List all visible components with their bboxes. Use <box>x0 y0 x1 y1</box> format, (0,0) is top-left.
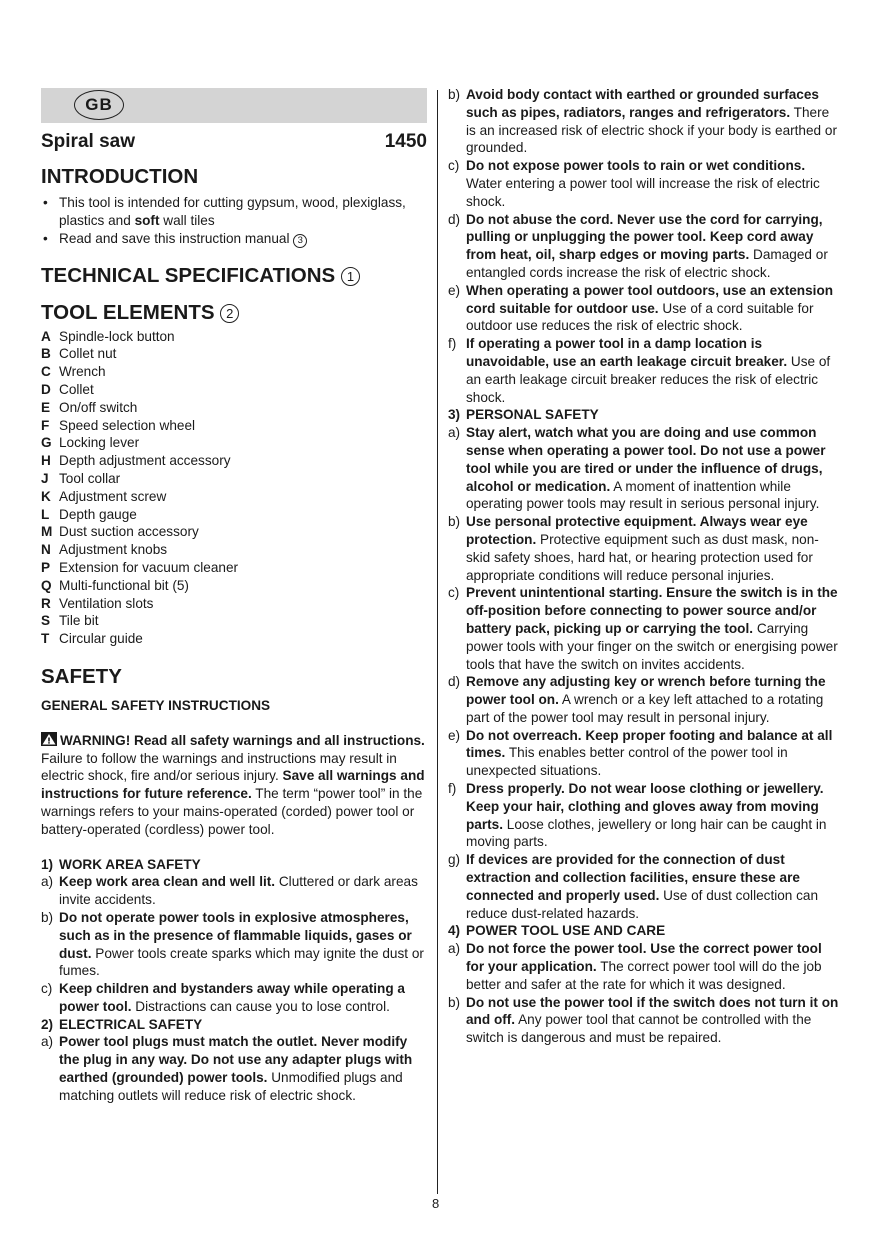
list-item <box>41 873 427 909</box>
list-item <box>41 417 427 435</box>
item-bold-text: Do not overreach. Keep proper footing and balance at all times. <box>466 727 833 761</box>
list-item <box>448 282 840 335</box>
list-item <box>448 940 840 993</box>
element-label: Tile bit <box>59 613 99 629</box>
item-body-text: Protective equipment such as dust mask, non-skid safety shoes, hard hat, or hearing protection used for appropriate conditions will reduce personal injuries. <box>466 531 819 583</box>
general-safety-subheading: GENERAL SAFETY INSTRUCTIONS <box>41 697 271 713</box>
item-bold-text: Remove any adjusting key or wrench before turning the power tool on. <box>466 674 826 708</box>
personal-safety-list <box>448 424 840 922</box>
electrical-list-continued <box>448 86 840 406</box>
item-label: c) <box>448 158 460 174</box>
list-item <box>41 559 427 577</box>
item-text <box>466 157 840 210</box>
item-text <box>59 1033 427 1104</box>
item-bold-text: Power tool plugs must match the outlet. Never modify the plug in any way. Do not use any adapter plugs with earthed (grounded) power tools. <box>59 1034 413 1086</box>
item-bold-text: Avoid body contact with earthed or grounded surfaces such as pipes, radiators, ranges and refrigerators. <box>466 87 819 120</box>
item-label: e) <box>448 282 461 298</box>
list-item <box>448 211 840 282</box>
item-body-text: Carrying power tools with your finger on the switch or energising power tools that have the switch on invites accidents. <box>466 620 838 672</box>
item-text <box>466 673 840 726</box>
work-area-list <box>41 873 427 1015</box>
item-text <box>466 86 840 157</box>
list-item <box>448 994 840 1047</box>
list-item <box>41 470 427 488</box>
list-item <box>41 980 427 1016</box>
element-letter: A <box>41 328 51 344</box>
item-label: f) <box>448 336 457 352</box>
item-bold-text: If devices are provided for the connection of dust extraction and collection facilities, ensure these are connected and properly used. <box>466 852 800 903</box>
item-body-text: Water entering a power tool will increase the risk of electric shock. <box>466 175 820 209</box>
list-item <box>448 424 840 513</box>
item-label: a) <box>41 874 54 890</box>
element-label: Depth gauge <box>59 506 137 522</box>
item-text <box>466 584 840 673</box>
list-item <box>448 851 840 922</box>
item-label: a) <box>448 941 461 957</box>
item-body-text: Distractions can cause you to lose control. <box>131 998 390 1014</box>
element-label: Collet <box>59 381 94 397</box>
safety-heading: SAFETY <box>41 664 122 688</box>
item-bold-text: Dress properly. Do not wear loose clothing or jewellery. Keep your hair, clothing and gloves away from moving parts. <box>466 781 824 832</box>
element-label: Tool collar <box>59 470 121 486</box>
figure-ref: 3 <box>293 234 307 248</box>
list-item <box>448 335 840 406</box>
list-item <box>41 612 427 630</box>
element-label: Multi-functional bit (5) <box>59 577 189 593</box>
item-label: g) <box>448 852 461 868</box>
item-label: d) <box>448 211 461 227</box>
list-item <box>41 630 427 648</box>
page-number: 8 <box>432 1196 440 1211</box>
item-bold-text: Do not operate power tools in explosive atmospheres, such as in the presence of flammable liquids, gases or dust. <box>59 909 412 961</box>
item-text <box>466 513 840 584</box>
column-divider <box>437 90 438 1194</box>
product-name: Spiral saw <box>41 131 135 152</box>
list-item <box>41 1033 427 1104</box>
item-body-text: The correct power tool will do the job better and safer at the rate for which it was designed. <box>466 959 822 992</box>
item-label: e) <box>448 727 461 743</box>
element-letter: T <box>41 631 50 647</box>
list-item <box>41 399 427 417</box>
section-heading: 4) POWER TOOL USE AND CARE <box>448 923 666 939</box>
element-letter: Q <box>41 577 52 593</box>
list-item <box>41 506 427 524</box>
element-letter: B <box>41 346 51 362</box>
item-text <box>466 727 840 780</box>
section-heading: 2) ELECTRICAL SAFETY <box>41 1016 203 1032</box>
list-item <box>41 595 427 613</box>
item-body-text: Damaged or entangled cords increase the risk of electric shock. <box>466 247 828 280</box>
element-label: Adjustment screw <box>59 488 167 504</box>
element-letter: D <box>41 381 51 397</box>
item-text <box>466 780 840 851</box>
list-item: • Read and save this instruction manual 3 <box>41 230 427 248</box>
element-label: Adjustment knobs <box>59 542 168 558</box>
item-bold-text: Do not use the power tool if the switch does not turn it on and off. <box>466 994 839 1028</box>
list-item <box>41 363 427 381</box>
element-letter: S <box>41 613 51 629</box>
item-label: b) <box>41 909 54 925</box>
element-letter: F <box>41 417 50 433</box>
item-label: b) <box>448 994 461 1010</box>
work-area-section <box>41 856 427 1105</box>
tool-elements-heading: TOOL ELEMENTS 2 <box>41 301 427 325</box>
list-item: • This tool is intended for cutting gypsum, wood, plexiglass, plastics and soft wall tiles <box>41 194 427 230</box>
item-text <box>466 994 840 1047</box>
item-text <box>59 909 427 980</box>
power-tool-list <box>448 940 840 1047</box>
element-label: Locking lever <box>59 435 140 451</box>
item-text <box>59 873 427 909</box>
item-body-text: Use of an earth leakage circuit breaker reduces the risk of electric shock. <box>466 353 831 405</box>
tech-specs-heading: TECHNICAL SPECIFICATIONS 1 <box>41 264 427 288</box>
element-label: Wrench <box>59 364 106 380</box>
item-label: c) <box>41 981 53 997</box>
left-column <box>41 88 427 1105</box>
introduction-heading: INTRODUCTION <box>41 165 199 188</box>
model-number: 1450 <box>384 131 427 152</box>
list-item <box>448 727 840 780</box>
item-text <box>466 335 840 406</box>
element-label: Circular guide <box>59 631 143 647</box>
item-text <box>466 282 840 335</box>
list-item <box>41 345 427 363</box>
item-body-text: There is an increased risk of electric shock if your body is earthed or grounded. <box>466 104 837 156</box>
list-item <box>41 381 427 399</box>
item-body-text: Cluttered or dark areas invite accidents. <box>59 874 418 908</box>
intro-list <box>41 194 427 248</box>
list-item <box>41 541 427 559</box>
list-item <box>448 584 840 673</box>
element-label: Dust suction accessory <box>59 524 199 540</box>
element-label: Speed selection wheel <box>59 417 196 433</box>
warning-paragraph: WARNING! Read all safety warnings and all instructions. Failure to follow the warnings and instructions may result in electric shock, fire and/or serious injury. Save all warnings and instructions for future reference. The term “power tool” in the warnings refers to your mains-operated (corded) power tool or battery-operated (cordless) power tool. <box>41 732 425 837</box>
item-body-text: Power tools create sparks which may ignite the dust or fumes. <box>59 945 424 979</box>
element-letter: M <box>41 524 53 540</box>
item-label: c) <box>448 585 460 601</box>
element-letter: N <box>41 542 51 558</box>
element-letter: J <box>41 470 49 486</box>
list-item <box>41 488 427 506</box>
item-label: a) <box>448 425 461 441</box>
list-item <box>448 157 840 210</box>
section-heading: 3) PERSONAL SAFETY <box>448 407 599 423</box>
tool-elements-list <box>41 328 427 648</box>
figure-ref: 2 <box>220 304 239 323</box>
element-letter: K <box>41 488 51 504</box>
element-label: Spindle-lock button <box>59 328 175 344</box>
list-item <box>41 452 427 470</box>
country-badge: GB <box>74 90 124 120</box>
item-body-text: A moment of inattention while operating power tools may result in serious personal injury. <box>466 478 820 512</box>
figure-ref: 1 <box>341 267 360 286</box>
item-label: f) <box>448 781 457 797</box>
list-item <box>448 780 840 851</box>
list-item <box>41 328 427 346</box>
item-label: b) <box>448 514 461 530</box>
section-heading: 1) WORK AREA SAFETY <box>41 856 201 872</box>
language-bar <box>41 88 427 123</box>
product-title-row <box>41 131 427 153</box>
list-item <box>448 673 840 726</box>
element-letter: R <box>41 595 51 611</box>
item-text <box>466 851 840 922</box>
list-item <box>41 909 427 980</box>
item-bold-text: Keep work area clean and well lit. <box>59 874 276 890</box>
item-bold-text: Use personal protective equipment. Always wear eye protection. <box>466 514 808 547</box>
list-item <box>41 434 427 452</box>
element-letter: P <box>41 559 51 575</box>
element-label: Ventilation slots <box>59 595 154 611</box>
item-bold-text: Keep children and bystanders away while operating a power tool. <box>59 981 405 1014</box>
item-text <box>466 424 840 513</box>
warning-icon <box>41 732 57 746</box>
item-body-text: Use of a cord suitable for outdoor use reduces the risk of electric shock. <box>466 300 814 334</box>
element-letter: E <box>41 399 51 415</box>
item-bold-text: Do not expose power tools to rain or wet conditions. <box>466 158 806 174</box>
electrical-list-start <box>41 1033 427 1104</box>
item-bold-text: Stay alert, watch what you are doing and use common sense when operating a power tool. Do not use a power tool while you are tired or under the influence of drugs, alcohol or medication. <box>466 425 826 494</box>
item-label: b) <box>448 87 461 102</box>
right-column <box>448 86 840 1047</box>
item-bold-text: Do not force the power tool. Use the correct power tool for your application. <box>466 941 822 975</box>
item-label: d) <box>448 674 461 690</box>
item-bold-text: If operating a power tool in a damp location is unavoidable, use an earth leakage circuit breaker. <box>466 336 788 369</box>
element-letter: G <box>41 435 52 451</box>
element-label: Extension for vacuum cleaner <box>59 559 239 575</box>
element-letter: H <box>41 453 51 469</box>
list-item <box>448 86 840 157</box>
element-label: On/off switch <box>59 399 138 415</box>
list-item <box>448 513 840 584</box>
item-label: a) <box>41 1034 54 1050</box>
item-body-text: Loose clothes, jewellery or long hair can be caught in moving parts. <box>466 816 827 850</box>
item-body-text: A wrench or a key left attached to a rotating part of the power tool may result in personal injury. <box>466 692 824 725</box>
item-text <box>59 980 427 1016</box>
element-label: Depth adjustment accessory <box>59 453 231 469</box>
element-letter: L <box>41 506 50 522</box>
item-body-text: Any power tool that cannot be controlled with the switch is dangerous and must be repaired. <box>466 1012 812 1046</box>
element-label: Collet nut <box>59 346 117 362</box>
list-item <box>41 577 427 595</box>
item-body-text: Use of dust collection can reduce dust-related hazards. <box>466 887 819 921</box>
list-item <box>41 523 427 541</box>
item-text <box>466 211 840 282</box>
item-bold-text: Prevent unintentional starting. Ensure the switch is in the off-position before connecting to power source and/or battery pack, picking up or carrying the tool. <box>466 585 838 636</box>
item-bold-text: When operating a power tool outdoors, use an extension cord suitable for outdoor use. <box>466 282 834 316</box>
item-bold-text: Do not abuse the cord. Never use the cord for carrying, pulling or unplugging the power tool. Keep cord away from heat, oil, sharp edges or moving parts. <box>466 211 823 263</box>
item-text <box>466 940 840 993</box>
element-letter: C <box>41 364 51 380</box>
item-body-text: This enables better control of the power tool in unexpected situations. <box>466 745 788 779</box>
item-body-text: Unmodified plugs and matching outlets will reduce risk of electric shock. <box>59 1070 403 1103</box>
